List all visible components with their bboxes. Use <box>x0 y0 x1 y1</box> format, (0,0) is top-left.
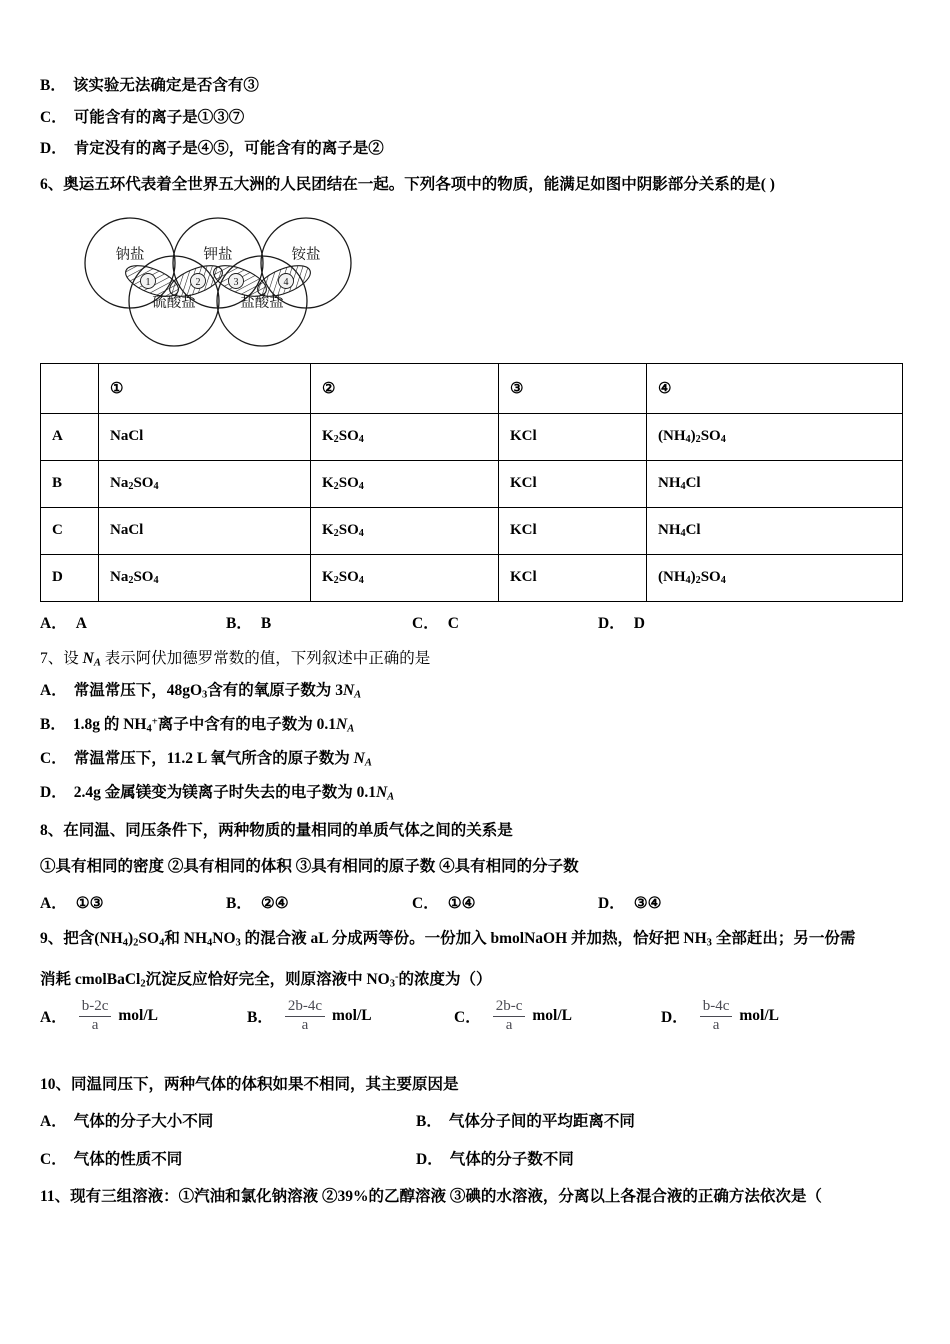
q9-answer-a-label: A． <box>40 1009 67 1027</box>
table-header-blank <box>41 363 99 413</box>
q6-answer-c-label: C． <box>412 614 439 632</box>
q7-stem-post: 表示阿伏加德罗常数的值，下列叙述中正确的是 <box>100 649 431 667</box>
q8-answer-b-label: B． <box>226 894 252 912</box>
q8-answer-c-label: C． <box>412 894 439 912</box>
q10-answer-c-label: C． <box>40 1151 67 1169</box>
q7-option-a-text-a: 常温常压下， <box>73 682 167 700</box>
q7-stem-pre: 设 <box>63 649 83 667</box>
q9-answer-b <box>247 999 454 1034</box>
q7-option-a <box>40 683 920 701</box>
shaded-label-3: 3 <box>233 276 239 288</box>
q9-stem-line2 <box>40 968 920 993</box>
row-cell-4: $NH_4Cl$ <box>647 460 903 507</box>
q9-answer-a <box>40 999 247 1034</box>
row-cell-1: NaCl <box>99 507 311 554</box>
q9-fraction-d-numerator: b-4c <box>700 999 733 1017</box>
q8-number: 8、 <box>40 821 64 839</box>
q8-stem-text: 在同温、同压条件下，两种物质的量相同的单质气体之间的关系是 <box>63 821 513 839</box>
shaded-label-4: 4 <box>283 276 289 288</box>
q9-fraction-a <box>79 999 112 1034</box>
q8-answer-a <box>40 891 226 913</box>
q8-answer-a-text: ①③ <box>75 894 104 912</box>
shaded-label-1: 1 <box>145 276 151 288</box>
row-option-label: B <box>41 460 99 507</box>
q7-option-b-formula: $NH_4^+$ <box>123 716 158 735</box>
q9-text-1d: 全部赶出；另一份需 <box>711 929 856 947</box>
q7-option-d-text-a: 2.4g 金属镁变为镁离子时失去的电子数为 <box>73 783 357 801</box>
q9-stem-line1 <box>40 927 920 952</box>
ring-label-potassium: 钾盐 <box>203 246 233 263</box>
q6-stem-text: 奥运五环代表着全世界五大洲的人民团结在一起。下列各项中的物质，能满足如图中阴影部分关系的是( ) <box>63 175 775 193</box>
q9-fraction-c-numerator: 2b-c <box>493 999 526 1017</box>
q6-stem <box>40 173 920 197</box>
table-header-3: ③ <box>499 363 647 413</box>
table-row <box>41 554 903 601</box>
table-header-4: ④ <box>647 363 903 413</box>
q8-answer-b-text: ②④ <box>260 894 289 912</box>
q6-answer-b-text: B <box>260 614 272 632</box>
q7-option-c-formula: 11.2 L <box>166 749 207 767</box>
page-content <box>40 78 920 1209</box>
q9-answer-row <box>40 999 920 1034</box>
q5-option-c-text: 可能含有的离子是①③⑦ <box>73 108 245 126</box>
q7-option-c-label: C． <box>40 749 67 767</box>
q9-answer-d <box>661 999 868 1034</box>
q5-option-d-label: D． <box>40 140 67 157</box>
q10-answer-b-text: 气体分子间的平均距离不同 <box>448 1113 635 1131</box>
q6-answer-a-label: A． <box>40 614 67 632</box>
q9-text-1c: 的混合液 aL 分成两等份。一份加入 bmolNaOH 并加热，恰好把 <box>240 929 684 947</box>
q7-option-b <box>40 717 920 735</box>
q9-fraction-b-denominator: a <box>301 1016 309 1033</box>
q8-stem <box>40 819 920 843</box>
q9-fraction-d <box>700 999 733 1034</box>
q8-answer-c-text: ①④ <box>447 894 476 912</box>
q9-answer-d-unit: mol/L <box>739 1007 779 1025</box>
q10-answer-c-text: 气体的性质不同 <box>73 1151 183 1169</box>
q7-option-b-value: $0.1N_A$ <box>316 716 355 735</box>
q7-option-d <box>40 785 920 803</box>
row-cell-3: KCl <box>499 507 647 554</box>
q7-option-b-text-a: 1.8g 的 <box>72 716 124 734</box>
q9-answer-c <box>454 999 661 1034</box>
q6-answer-a <box>40 611 226 633</box>
q5-option-d-text: 肯定没有的离子是④⑤，可能含有的离子是② <box>73 140 384 157</box>
q10-number: 10、 <box>40 1076 72 1094</box>
q5-option-c-label: C． <box>40 108 67 126</box>
row-option-label: D <box>41 554 99 601</box>
q9-text-2a: 消耗 <box>40 971 75 989</box>
q10-stem-text: 同温同压下，两种气体的体积如果不相同，其主要原因是 <box>71 1076 459 1094</box>
q10-answer-a-label: A． <box>40 1113 67 1131</box>
q10-answer-b-label: B． <box>416 1113 442 1131</box>
q9-formula-4: cmolBaCl$_2$ <box>74 971 146 990</box>
olympic-rings-figure <box>68 209 368 347</box>
ring-label-ammonium: 铵盐 <box>291 246 321 263</box>
row-cell-1: NaCl <box>99 413 311 460</box>
q9-answer-d-label: D． <box>661 1009 688 1027</box>
q8-statements: ①具有相同的密度 ②具有相同的体积 ③具有相同的原子数 ④具有相同的分子数 <box>40 857 579 875</box>
q9-fraction-a-denominator: a <box>91 1016 99 1033</box>
q9-answer-b-unit: mol/L <box>332 1007 372 1025</box>
q9-formula-2: $NH_4NO_3$ <box>183 929 241 948</box>
row-cell-2: $K_2SO_4$ <box>311 554 499 601</box>
q9-fraction-d-denominator: a <box>712 1016 720 1033</box>
row-option-label: A <box>41 413 99 460</box>
row-cell-4: $(NH_4)_2SO_4$ <box>647 413 903 460</box>
q9-formula-5: $NO_3^-$ <box>366 971 399 990</box>
q8-answer-c <box>412 891 598 913</box>
row-cell-2: $K_2SO_4$ <box>311 413 499 460</box>
q6-answer-c <box>412 611 598 633</box>
q9-formula-1: $(NH_4)_2SO_4$ <box>94 929 165 948</box>
q11-stem <box>40 1185 920 1209</box>
q8-answer-b <box>226 891 412 913</box>
q11-stem-text: 现有三组溶液：①汽油和氯化钠溶液 ②39%的乙醇溶液 ③碘的水溶液，分离以上各混合液的正确方法依次是（ <box>70 1188 822 1206</box>
q6-number: 6、 <box>40 175 64 193</box>
q9-answer-b-label: B． <box>247 1009 273 1027</box>
ring-label-chloride: 盐酸盐 <box>240 294 284 311</box>
q7-option-c-text-b: 氧气所含的原子数为 <box>206 749 354 767</box>
q5-option-b-text: 该实验无法确定是否含有③ <box>72 77 259 94</box>
q7-option-c-value: $N_A$ <box>353 749 372 769</box>
q5-option-b-label: B． <box>40 77 66 94</box>
q8-answer-d-text: ③④ <box>633 894 662 912</box>
q9-fraction-c <box>493 999 526 1034</box>
q6-answer-b-label: B． <box>226 614 252 632</box>
q7-option-c <box>40 751 920 769</box>
row-cell-3: KCl <box>499 413 647 460</box>
q10-answer-d <box>416 1147 792 1169</box>
q10-stem <box>40 1073 920 1097</box>
row-cell-2: $K_2SO_4$ <box>311 507 499 554</box>
q11-number: 11、 <box>40 1188 71 1206</box>
ring-label-sodium: 钠盐 <box>115 246 145 263</box>
q7-number: 7、 <box>40 649 64 667</box>
row-cell-2: $K_2SO_4$ <box>311 460 499 507</box>
q7-option-a-label: A． <box>40 682 67 700</box>
q7-option-b-label: B． <box>40 716 66 734</box>
q6-options-table <box>40 363 903 602</box>
q7-option-c-text-a: 常温常压下， <box>73 749 167 767</box>
q6-answer-a-text: A <box>75 614 87 632</box>
table-row <box>41 507 903 554</box>
q9-formula-3: $NH_3$ <box>683 929 712 948</box>
q7-option-a-text-b: 含有的氧原子数为 <box>207 682 336 700</box>
q8-answer-row <box>40 891 920 913</box>
q9-answer-a-unit: mol/L <box>118 1007 158 1025</box>
q9-fraction-c-denominator: a <box>505 1016 513 1033</box>
q7-na-symbol: $N_A$ <box>82 649 101 668</box>
q9-fraction-b-numerator: 2b-4c <box>285 999 325 1017</box>
q9-text-2b: 沉淀反应恰好完全，则原溶液中 <box>145 971 367 989</box>
table-row <box>41 413 903 460</box>
q10-answer-row-1 <box>40 1109 920 1131</box>
q7-option-d-value: $0.1N_A$ <box>356 783 395 803</box>
q6-answer-d <box>598 611 784 633</box>
q7-option-a-value: $3N_A$ <box>335 682 362 701</box>
q8-answer-d <box>598 891 784 913</box>
q9-text-1b: 和 <box>164 929 184 947</box>
q9-text-1a: 把含 <box>63 929 95 947</box>
q7-option-b-text-b: 离子中含有的电子数为 <box>157 716 317 734</box>
table-header-2: ② <box>311 363 499 413</box>
row-cell-4: $(NH_4)_2SO_4$ <box>647 554 903 601</box>
q6-answer-d-label: D． <box>598 614 625 632</box>
row-cell-4: $NH_4Cl$ <box>647 507 903 554</box>
table-header-row <box>41 363 903 413</box>
q6-answer-c-text: C <box>447 614 459 632</box>
q7-option-a-formula: $48gO_3$ <box>166 682 208 701</box>
row-cell-1: $Na_2SO_4$ <box>99 554 311 601</box>
row-option-label: C <box>41 507 99 554</box>
q8-answer-a-label: A． <box>40 894 67 912</box>
q9-text-2c: 的浓度为（） <box>398 971 492 989</box>
row-cell-3: KCl <box>499 554 647 601</box>
q10-answer-row-2 <box>40 1147 920 1169</box>
q5-option-b <box>40 78 920 94</box>
q7-stem <box>40 647 920 672</box>
q10-answer-b <box>416 1109 792 1131</box>
row-cell-1: $Na_2SO_4$ <box>99 460 311 507</box>
q9-fraction-a-numerator: b-2c <box>79 999 112 1017</box>
ring-label-sulfate: 硫酸盐 <box>152 294 196 311</box>
shaded-label-2: 2 <box>195 276 201 288</box>
q9-answer-c-unit: mol/L <box>532 1007 572 1025</box>
q10-answer-a <box>40 1109 416 1131</box>
q5-option-c <box>40 110 920 126</box>
table-row <box>41 460 903 507</box>
q10-answer-d-label: D． <box>416 1151 443 1169</box>
q8-answer-d-label: D． <box>598 894 625 912</box>
q9-answer-c-label: C． <box>454 1009 481 1027</box>
q10-answer-a-text: 气体的分子大小不同 <box>73 1113 214 1131</box>
q7-option-d-label: D． <box>40 783 67 801</box>
q6-answer-d-text: D <box>633 614 645 632</box>
q5-option-d <box>40 141 920 157</box>
q10-answer-c <box>40 1147 416 1169</box>
q9-fraction-b <box>285 999 325 1034</box>
table-header-1: ① <box>99 363 311 413</box>
row-cell-3: KCl <box>499 460 647 507</box>
q6-answer-b <box>226 611 412 633</box>
q9-number: 9、 <box>40 929 64 947</box>
q6-answer-row <box>40 611 920 633</box>
q10-answer-d-text: 气体的分子数不同 <box>449 1151 574 1169</box>
